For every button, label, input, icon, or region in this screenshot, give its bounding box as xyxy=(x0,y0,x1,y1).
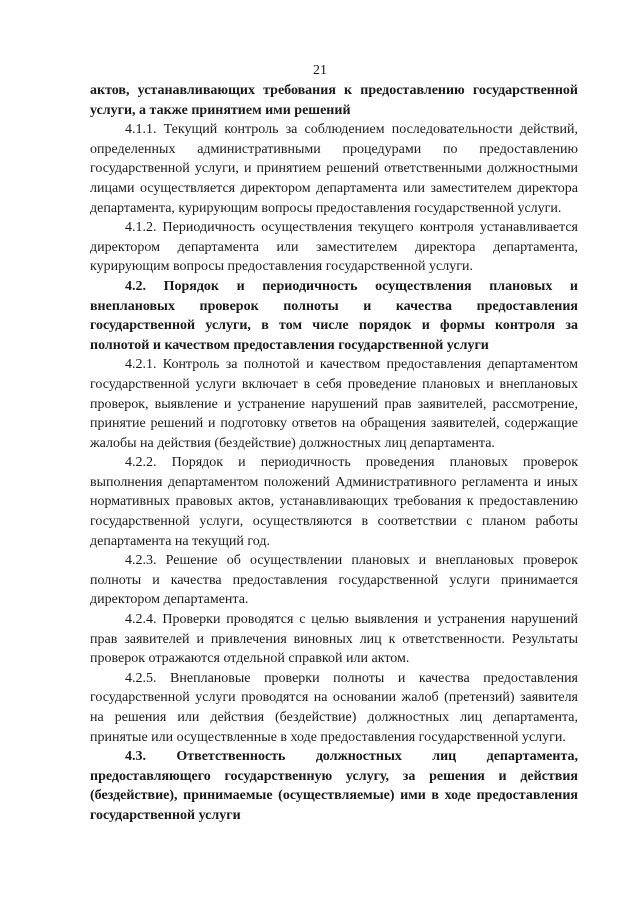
paragraph-4-2-4: 4.2.4. Проверки проводятся с целью выявления и устранения нарушений прав заявителей и привлечения виновных лиц к ответственности. Результаты проверок отражаются отдельной справкой или актом. xyxy=(90,612,578,667)
paragraph-4-1-2: 4.1.2. Периодичность осуществления текущего контроля устанавливается директором департамента или заместителем директора департамента, курирующим вопросы предоставления государственной услуги. xyxy=(90,220,578,275)
paragraph-4-2-3: 4.2.3. Решение об осуществлении плановых и внеплановых проверок полноты и качества предоставления государственной услуги принимается директором департамента. xyxy=(90,553,578,608)
paragraph-4-1-1: 4.1.1. Текущий контроль за соблюдением последовательности действий, определенных административными процедурами по предоставлению государственной услуги, и принятием решений ответственными должностными лицами осуществляется директором департамента или заместителем директора департамента, курирующим вопросы предоставления государственной услуги. xyxy=(90,122,578,216)
paragraph-4-2-5: 4.2.5. Внеплановые проверки полноты и качества предоставления государственной услуги проводятся на основании жалоб (претензий) заявителя на решения или действия (бездействие) должностных лиц департамента, принятые или осуществленные в ходе предоставления государственной услуги. xyxy=(90,670,578,745)
section-heading-4-2: 4.2. Порядок и периодичность осуществления плановых и внеплановых проверок полноты и качества предоставления государственной услуги, в том числе порядок и формы контроля за полнотой и качеством предоставления государственной услуги xyxy=(90,278,578,353)
heading-continuation: актов, устанавливающих требования к предоставлению государственной услуги, а также принятием ими решений xyxy=(90,83,578,118)
paragraph-4-2-1: 4.2.1. Контроль за полнотой и качеством предоставления департаментом государственной услуги включает в себя проведение плановых и внеплановых проверок, выявление и устранение нарушений прав заявителей, рассмотрение, принятие решений и подготовку ответов на обращения заявителей, содержащие жалобы на действия (бездействие) должностных лиц департамента. xyxy=(90,357,578,451)
paragraph-4-2-2: 4.2.2. Порядок и периодичность проведения плановых проверок выполнения департаментом положений Административного регламента и иных нормативных правовых актов, устанавливающих требования к предоставлению государственной услуги, осуществляются в соответствии с планом работы департамента на текущий год. xyxy=(90,455,578,549)
page-number: 21 xyxy=(313,63,327,78)
section-heading-4-3: 4.3. Ответственность должностных лиц департамента, предоставляющего государственную услугу, за решения и действия (бездействие), принимаемые (осуществляемые) ими в ходе предоставления государственной услуги xyxy=(90,749,578,823)
document-body xyxy=(90,81,578,826)
